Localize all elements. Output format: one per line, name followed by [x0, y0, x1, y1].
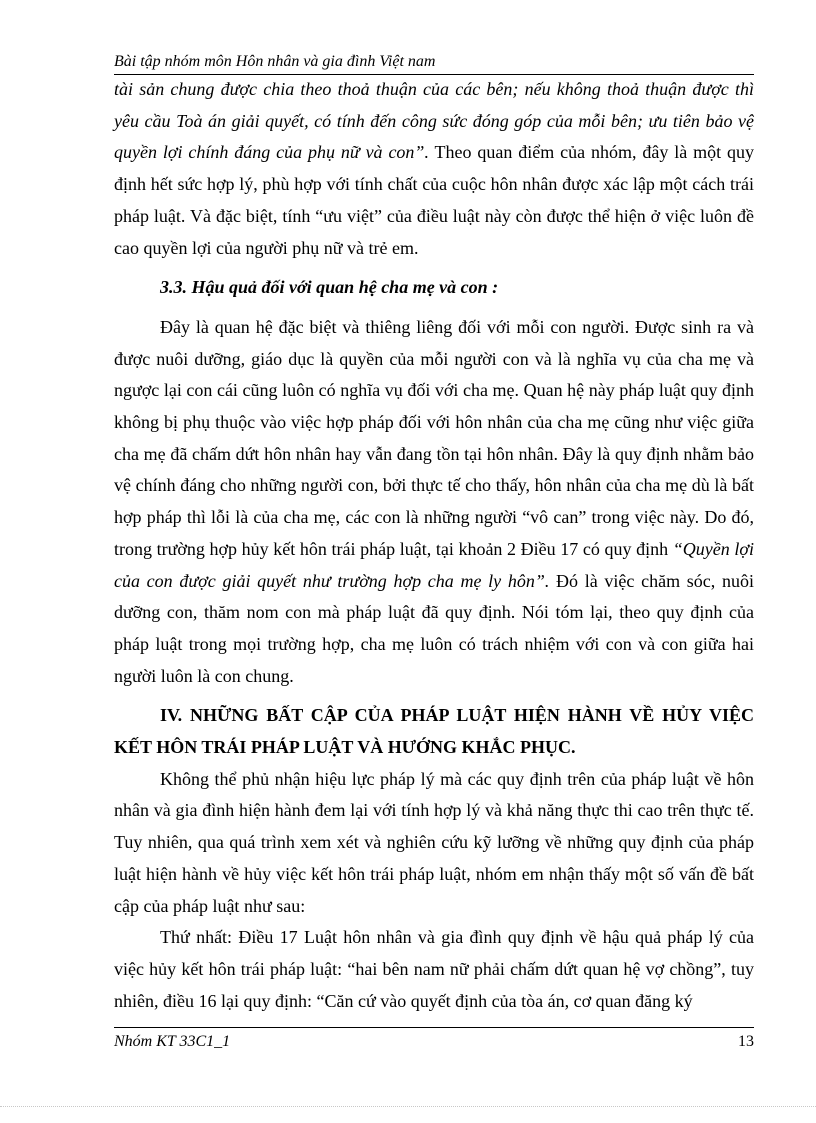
paragraph-3: Không thể phủ nhận hiệu lực pháp lý mà các quy định trên của pháp luật về hôn nhân và gia đình hiện hành đem lại với tính hợp lý và khả năng thực thi cao trên thực tế. Tuy nhiên, qua quá trình xem xét và nghiên cứu kỹ lưỡng về những quy định của pháp luật hiện hành về hủy việc kết hôn trái pháp luật, nhóm em nhận thấy một số vấn đề bất cập của pháp luật như sau: — [114, 768, 754, 916]
chapter-heading: IV. NHỮNG BẤT CẬP CỦA PHÁP LUẬT HIỆN HÀNH VỀ HỦY VIỆC KẾT HÔN TRÁI PHÁP LUẬT VÀ HƯỚNG KHẮC PHỤC. — [114, 705, 754, 758]
paragraph-1 — [114, 74, 754, 264]
page-header: Bài tập nhóm môn Hôn nhân và gia đình Việt nam — [114, 53, 436, 70]
paragraph-2-quote: “Quyền lợi của con được giải quyết như trường hợp cha mẹ ly hôn”. — [114, 538, 754, 591]
paragraph-1-quote: tài sản chung được chia theo thoả thuận của các bên; nếu không thoả thuận được thì yêu cầu Toà án giải quyết, có tính đến công sức đóng góp của mỗi bên; ưu tiên bảo vệ quyền lợi chính đáng của phụ nữ và con”. — [114, 79, 754, 163]
paragraph-2-text-a: Đây là quan hệ đặc biệt và thiêng liêng đối với mỗi con người. Được sinh ra và được nuôi dưỡng, giáo dục là quyền của mỗi người con và là nghĩa vụ của cha mẹ và ngược lại con cái cũng luôn có nghĩa vụ đối với cha mẹ. Quan hệ này pháp luật quy định không bị phụ thuộc vào việc hợp pháp đối với hôn nhân của cha mẹ cũng như việc giữa cha mẹ đã chấm dứt hôn nhân hay vẫn đang tồn tại hôn nhân. Đây là quy định nhằm bảo vệ chính đáng cho những người con, bởi thực tế cho thấy, hôn nhân của cha mẹ dù là bất hợp pháp thì lỗi là của cha mẹ, các con là những người “vô can” trong việc này. Do đó, trong trường hợp hủy kết hôn trái pháp luật, tại khoản 2 Điều 17 có quy định — [114, 316, 754, 559]
page-number: 13 — [738, 1033, 754, 1050]
paragraph-4: Thứ nhất: Điều 17 Luật hôn nhân và gia đình quy định về hậu quả pháp lý của việc hủy kết hôn trái pháp luật: “hai bên nam nữ phải chấm dứt quan hệ vợ chồng”, tuy nhiên, điều 16 lại quy định: “Căn cứ vào quyết định của tòa án, cơ quan đăng ký — [114, 927, 754, 1011]
footer-divider — [114, 1027, 754, 1028]
paragraph-2-text-b: Đó là việc chăm sóc, nuôi dưỡng con, thăm nom con mà pháp luật đã quy định. Nói tóm lại, theo quy định của pháp luật trong mọi trường hợp, cha mẹ luôn có trách nhiệm với con và con giữa hai người luôn là con chung. — [114, 570, 754, 686]
footer-group-label: Nhóm KT 33C1_1 — [114, 1033, 231, 1050]
paragraph-1-text: Theo quan điểm của nhóm, đây là một quy định hết sức hợp lý, phù hợp với tính chất của cuộc hôn nhân được xác lập một cách trái pháp luật. Và đặc biệt, tính “ưu việt” của điều luật này còn được thể hiện ở việc luôn đề cao quyền lợi của người phụ nữ và trẻ em. — [114, 142, 755, 258]
section-heading: 3.3. Hậu quả đối với quan hệ cha mẹ và con : — [160, 277, 499, 298]
page-bottom-border — [0, 1106, 816, 1107]
paragraph-2 — [114, 312, 754, 692]
page-body — [114, 74, 754, 1017]
